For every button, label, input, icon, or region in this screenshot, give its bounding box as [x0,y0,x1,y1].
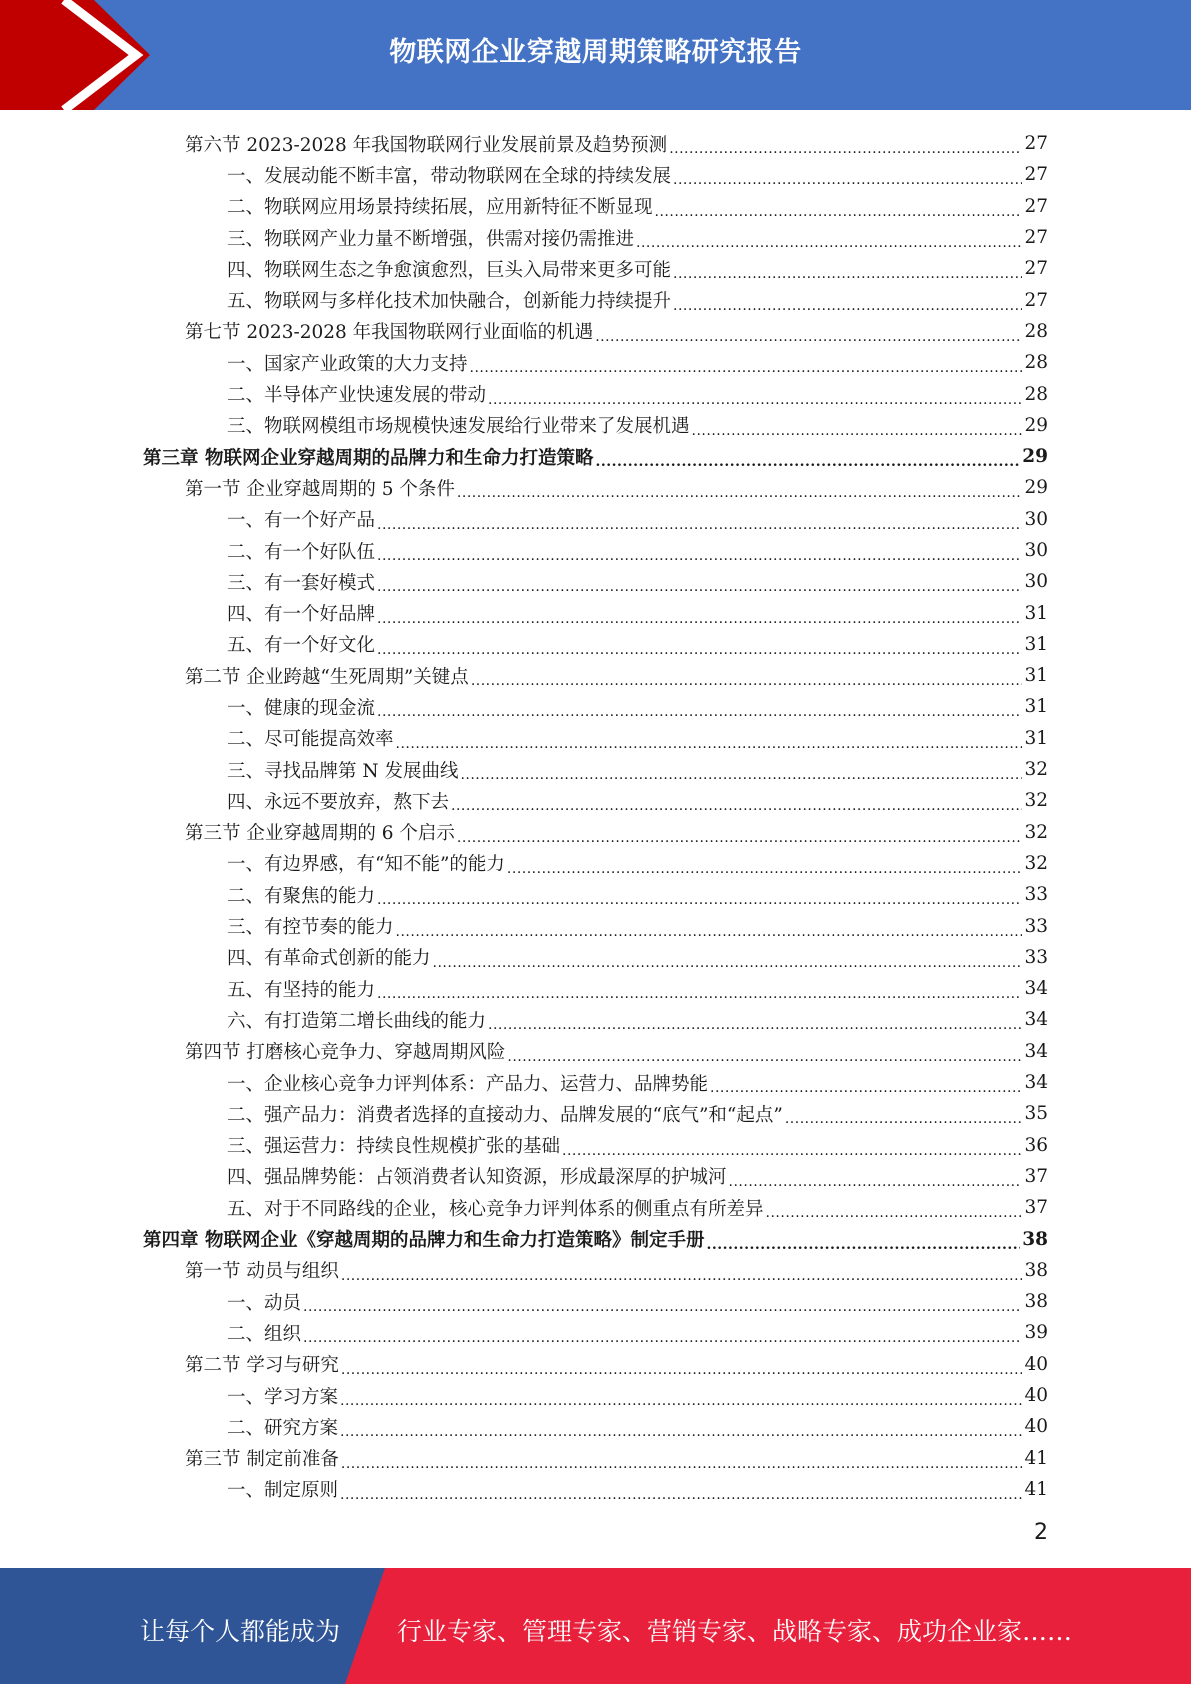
toc-entry-title: 六、有打造第二增长曲线的能力 [227,1010,487,1032]
toc-entry-title: 第四节 打磨核心竞争力、穿越周期风险 [185,1042,506,1064]
toc-section-entry[interactable] [143,1442,1048,1473]
toc-dot-leader [471,669,1023,690]
toc-dot-leader [396,732,1023,753]
toc-entry-page: 27 [1024,133,1048,155]
toc-entry-title: 五、有坚持的能力 [227,979,376,1001]
toc-entry-title: 一、发展动能不断丰富，带动物联网在全球的持续发展 [227,165,672,187]
toc-dot-leader [692,419,1023,440]
toc-dot-leader [729,1170,1023,1191]
toc-section-entry[interactable] [143,817,1048,848]
toc-dot-leader [340,1420,1022,1441]
toc-entry-page: 28 [1024,352,1048,374]
toc-section-entry[interactable] [143,1036,1048,1067]
toc-dot-leader [710,1076,1022,1097]
toc-chapter-entry[interactable] [143,1223,1048,1254]
toc-entry-title: 四、永远不要放弃，熬下去 [227,791,450,813]
toc-entry-title: 第七节 2023-2028 年我国物联网行业面临的机遇 [185,322,594,344]
toc-section-entry[interactable] [143,1349,1048,1380]
toc-section-entry[interactable] [143,128,1048,159]
toc-subsection-entry[interactable] [143,1004,1048,1035]
toc-subsection-entry[interactable] [143,1286,1048,1317]
toc-entry-title: 三、有一套好模式 [227,572,376,594]
toc-subsection-entry[interactable] [143,910,1048,941]
toc-dot-leader [655,200,1023,221]
toc-section-entry[interactable] [143,472,1048,503]
toc-subsection-entry[interactable] [143,378,1048,409]
toc-dot-leader [341,1358,1023,1379]
toc-entry-title: 三、寻找品牌第 N 发展曲线 [227,760,459,782]
toc-dot-leader [377,575,1022,596]
toc-entry-page: 27 [1024,195,1048,217]
toc-entry-title: 四、有革命式创新的能力 [227,948,431,970]
toc-entry-page: 27 [1024,227,1048,249]
toc-entry-page: 33 [1024,946,1048,968]
toc-entry-title: 三、物联网产业力量不断增强，供需对接仍需推进 [227,228,635,250]
page-header [0,0,1191,110]
toc-dot-leader [377,982,1022,1003]
toc-subsection-entry[interactable] [143,942,1048,973]
toc-dot-leader [673,262,1022,283]
toc-section-entry[interactable] [143,660,1048,691]
toc-dot-leader [706,1233,1020,1254]
toc-entry-title: 三、物联网模组市场规模快速发展给行业带来了发展机遇 [227,416,690,438]
toc-entry-title: 一、有一个好产品 [227,510,376,532]
toc-entry-title: 二、半导体产业快速发展的带动 [227,385,487,407]
toc-dot-leader [377,513,1022,534]
toc-entry-page: 36 [1024,1134,1048,1156]
toc-section-entry[interactable] [143,316,1048,347]
toc-entry-page: 32 [1024,852,1048,874]
toc-subsection-entry[interactable] [143,973,1048,1004]
toc-dot-leader [488,1013,1022,1034]
toc-entry-title: 第三节 企业穿越周期的 6 个启示 [185,823,455,845]
toc-dot-leader [457,826,1023,847]
toc-entry-page: 39 [1024,1322,1048,1344]
toc-dot-leader [669,137,1022,158]
toc-entry-title: 三、强运营力：持续良性规模扩张的基础 [227,1136,561,1158]
toc-dot-leader [451,794,1022,815]
toc-entry-page: 41 [1024,1478,1048,1500]
toc-subsection-entry[interactable] [143,629,1048,660]
toc-subsection-entry[interactable] [143,848,1048,879]
toc-dot-leader [470,356,1023,377]
toc-entry-title: 第六节 2023-2028 年我国物联网行业发展前景及趋势预测 [185,134,668,156]
toc-entry-title: 二、有聚焦的能力 [227,885,376,907]
toc-dot-leader [785,1107,1023,1128]
toc-dot-leader [457,481,1023,502]
toc-subsection-entry[interactable] [143,222,1048,253]
toc-subsection-entry[interactable] [143,347,1048,378]
toc-entry-page: 33 [1024,884,1048,906]
toc-entry-page: 33 [1024,915,1048,937]
table-of-contents [143,128,1048,1505]
toc-subsection-entry[interactable] [143,1098,1048,1129]
toc-section-entry[interactable] [143,1255,1048,1286]
toc-entry-page: 30 [1024,540,1048,561]
toc-entry-title: 第四章 物联网企业《穿越周期的品牌力和生命力打造策略》制定手册 [143,1230,705,1252]
toc-entry-title: 二、物联网应用场景持续拓展，应用新特征不断显现 [227,197,653,219]
toc-dot-leader [460,763,1022,784]
toc-subsection-entry[interactable] [143,253,1048,284]
toc-entry-page: 34 [1024,1040,1048,1062]
toc-entry-page: 30 [1024,571,1048,593]
toc-entry-page: 29 [1024,414,1048,436]
toc-entry-title: 一、学习方案 [227,1386,339,1408]
toc-dot-leader [673,294,1022,315]
toc-entry-page: 31 [1024,696,1048,718]
toc-entry-page: 32 [1024,759,1048,781]
toc-entry-title: 四、有一个好品牌 [227,604,376,626]
toc-dot-leader [636,231,1022,252]
footer-slogan-left: 让每个人都能成为 [140,1617,341,1646]
toc-subsection-entry[interactable] [143,1130,1048,1161]
toc-subsection-entry[interactable] [143,1192,1048,1223]
toc-entry-page: 28 [1024,383,1048,405]
toc-entry-page: 32 [1024,821,1048,843]
toc-entry-title: 一、健康的现金流 [227,697,376,719]
toc-dot-leader [341,1264,1023,1285]
toc-subsection-entry[interactable] [143,566,1048,597]
toc-entry-title: 一、国家产业政策的大力支持 [227,353,468,375]
toc-entry-title: 五、对于不同路线的企业，核心竞争力评判体系的侧重点有所差异 [227,1198,764,1220]
toc-dot-leader [377,888,1022,909]
toc-subsection-entry[interactable] [143,723,1048,754]
toc-dot-leader [340,1483,1022,1504]
toc-dot-leader [766,1201,1023,1222]
toc-entry-page: 34 [1024,978,1048,1000]
toc-entry-page: 28 [1024,320,1048,342]
toc-chapter-entry[interactable] [143,441,1048,472]
toc-entry-title: 四、强品牌势能：占领消费者认知资源，形成最深厚的护城河 [227,1167,727,1189]
page-number: 2 [1034,1520,1048,1545]
toc-entry-title: 二、尽可能提高效率 [227,729,394,751]
toc-entry-title: 五、物联网与多样化技术加快融合，创新能力持续提升 [227,291,672,313]
toc-dot-leader [488,388,1022,409]
toc-subsection-entry[interactable] [143,284,1048,315]
toc-subsection-entry[interactable] [143,1474,1048,1505]
toc-entry-page: 27 [1024,289,1048,311]
toc-entry-title: 第二节 企业跨越“生死周期”关键点 [185,666,469,688]
toc-entry-page: 31 [1024,665,1048,687]
report-title: 物联网企业穿越周期策略研究报告 [389,37,802,68]
toc-entry-page: 41 [1024,1447,1048,1469]
toc-dot-leader [507,1045,1022,1066]
toc-entry-title: 一、动员 [227,1292,302,1314]
toc-entry-page: 40 [1024,1416,1048,1438]
page-footer [0,1568,1191,1684]
toc-dot-leader [377,638,1022,659]
toc-entry-page: 34 [1024,1009,1048,1031]
toc-entry-title: 第二节 学习与研究 [185,1355,339,1377]
toc-entry-page: 27 [1024,164,1048,186]
toc-entry-page: 30 [1024,508,1048,530]
toc-entry-title: 二、有一个好队伍 [227,541,376,563]
toc-dot-leader [433,951,1023,972]
toc-subsection-entry[interactable] [143,191,1048,222]
toc-entry-title: 三、有控节奏的能力 [227,917,394,939]
toc-entry-page: 38 [1022,1228,1048,1250]
toc-dot-leader [673,168,1022,189]
toc-subsection-entry[interactable] [143,597,1048,628]
toc-subsection-entry[interactable] [143,879,1048,910]
toc-dot-leader [507,857,1023,878]
toc-dot-leader [340,1389,1022,1410]
toc-entry-title: 一、制定原则 [227,1480,339,1502]
toc-subsection-entry[interactable] [143,1161,1048,1192]
toc-entry-title: 四、物联网生态之争愈演愈烈，巨头入局带来更多可能 [227,259,672,281]
toc-subsection-entry[interactable] [143,785,1048,816]
toc-entry-title: 一、有边界感，有“知不能”的能力 [227,854,505,876]
toc-entry-page: 29 [1024,477,1048,499]
toc-subsection-entry[interactable] [143,504,1048,535]
toc-dot-leader [303,1326,1022,1347]
toc-subsection-entry[interactable] [143,691,1048,722]
toc-entry-title: 二、强产品力：消费者选择的直接动力、品牌发展的“底气”和“起点” [227,1104,783,1126]
toc-entry-title: 二、研究方案 [227,1417,339,1439]
toc-entry-title: 第一节 企业穿越周期的 5 个条件 [185,478,455,500]
toc-dot-leader [377,544,1022,565]
toc-entry-page: 31 [1024,602,1048,624]
toc-entry-title: 第三节 制定前准备 [185,1449,339,1471]
toc-dot-leader [377,700,1022,721]
toc-entry-page: 27 [1024,258,1048,280]
toc-dot-leader [595,325,1022,346]
toc-entry-page: 40 [1024,1385,1048,1407]
toc-subsection-entry[interactable] [143,410,1048,441]
toc-entry-page: 37 [1024,1197,1048,1219]
toc-entry-page: 38 [1024,1291,1048,1313]
toc-subsection-entry[interactable] [143,159,1048,190]
toc-entry-page: 31 [1024,727,1048,749]
toc-dot-leader [595,450,1020,471]
toc-entry-page: 31 [1024,633,1048,655]
toc-subsection-entry[interactable] [143,1411,1048,1442]
toc-subsection-entry[interactable] [143,535,1048,566]
toc-subsection-entry[interactable] [143,754,1048,785]
toc-entry-title: 二、组织 [227,1323,302,1345]
toc-dot-leader [562,1139,1022,1160]
toc-entry-title: 一、企业核心竞争力评判体系：产品力、运营力、品牌势能 [227,1073,709,1095]
footer-slogan-right: 行业专家、管理专家、营销专家、战略专家、成功企业家…… [397,1617,1073,1646]
toc-entry-page: 37 [1024,1165,1048,1187]
toc-subsection-entry[interactable] [143,1317,1048,1348]
toc-entry-page: 34 [1024,1072,1048,1094]
toc-dot-leader [396,920,1023,941]
toc-entry-page: 32 [1024,790,1048,812]
toc-dot-leader [341,1452,1023,1473]
toc-subsection-entry[interactable] [143,1067,1048,1098]
toc-entry-title: 第三章 物联网企业穿越周期的品牌力和生命力打造策略 [143,447,594,469]
toc-dot-leader [377,607,1022,628]
toc-entry-title: 五、有一个好文化 [227,635,376,657]
toc-entry-page: 38 [1024,1259,1048,1281]
toc-entry-page: 40 [1024,1353,1048,1375]
toc-dot-leader [303,1295,1022,1316]
toc-entry-page: 35 [1024,1103,1048,1125]
toc-entry-page: 29 [1022,446,1048,468]
toc-entry-title: 第一节 动员与组织 [185,1261,339,1283]
toc-subsection-entry[interactable] [143,1380,1048,1411]
